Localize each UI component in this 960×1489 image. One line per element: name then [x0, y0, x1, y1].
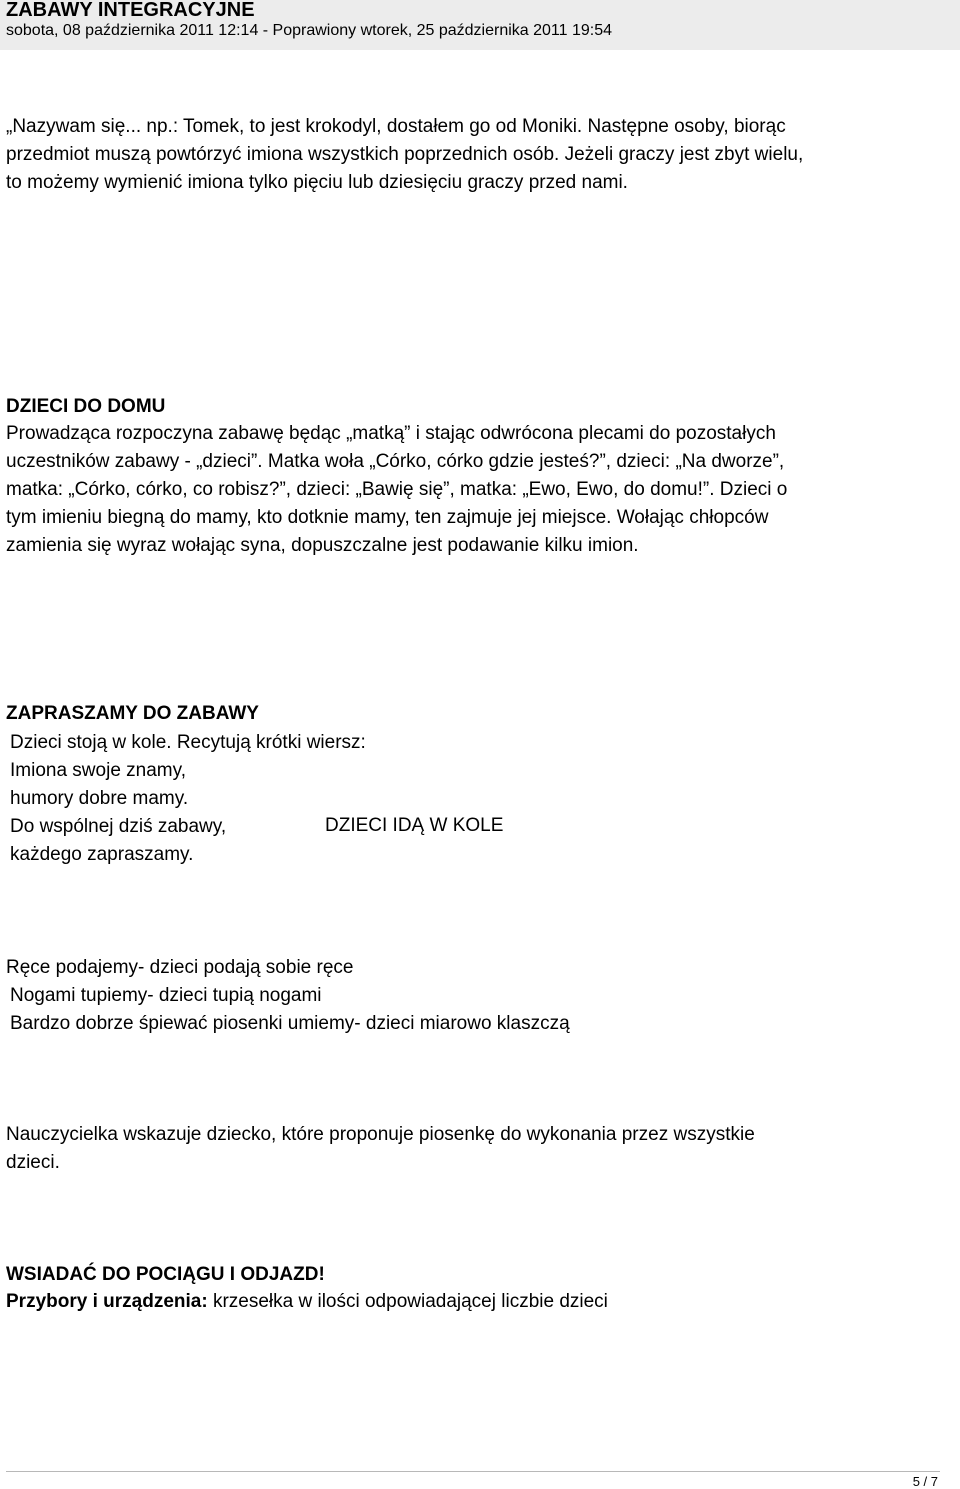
home-line: uczestników zabawy - „dzieci”. Matka woła „Córko, córko gdzie jesteś?”, dzieci: „Na dworze”,: [6, 451, 785, 472]
section-heading-home: DZIECI DO DOMU: [6, 396, 166, 417]
invite-side-note: DZIECI IDĄ W KOLE: [325, 815, 504, 836]
home-line: zamienia się wyraz wołając syna, dopuszczalne jest podawanie kilku imion.: [6, 535, 639, 556]
intro-line: to możemy wymienić imiona tylko pięciu lub dziesięciu graczy przed nami.: [6, 172, 628, 193]
intro-line: przedmiot muszą powtórzyć imiona wszystkich poprzednich osób. Jeżeli graczy jest zbyt wielu,: [6, 144, 804, 165]
section-heading-invite: ZAPRASZAMY DO ZABAWY: [6, 703, 259, 724]
intro-paragraph: [6, 113, 803, 197]
teacher-line: Nauczycielka wskazuje dziecko, które proponuje piosenkę do wykonania przez wszystkie: [6, 1124, 755, 1145]
document-header: [0, 0, 960, 50]
intro-line: „Nazywam się... np.: Tomek, to jest krokodyl, dostałem go od Moniki. Następne osoby, biorąc: [6, 116, 786, 137]
page-title: ZABAWY INTEGRACYJNE: [6, 0, 255, 21]
footer-divider: [6, 1471, 940, 1472]
hands-line: Bardzo dobrze śpiewać piosenki umiemy- dzieci miarowo klaszczą: [10, 1013, 570, 1034]
hands-paragraph: [6, 954, 570, 1038]
equipment-label: Przybory i urządzenia:: [6, 1291, 208, 1312]
home-line: Prowadząca rozpoczyna zabawę będąc „matką” i stając odwrócona plecami do pozostałych: [6, 423, 776, 444]
poem-line: humory dobre mamy.: [10, 788, 189, 809]
poem-line: każdego zapraszamy.: [10, 844, 194, 865]
invite-poem: [10, 729, 366, 869]
hands-line: Ręce podajemy- dzieci podają sobie ręce: [6, 957, 354, 978]
home-line: matka: „Córko, córko, co robisz?”, dzieci: „Bawię się”, matka: „Ewo, Ewo, do domu!”. Dzieci o: [6, 479, 788, 500]
teacher-paragraph: [6, 1121, 755, 1177]
teacher-line: dzieci.: [6, 1152, 60, 1173]
page-number: 5 / 7: [912, 1474, 938, 1489]
equipment-text: krzesełka w ilości odpowiadającej liczbie dzieci: [207, 1291, 608, 1312]
home-paragraph: [6, 420, 787, 560]
section-heading-train: WSIADAĆ DO POCIĄGU I ODJAZD!: [6, 1264, 325, 1285]
publish-dates: sobota, 08 października 2011 12:14 - Poprawiony wtorek, 25 października 2011 19:54: [6, 22, 613, 39]
poem-line: Do wspólnej dziś zabawy,: [10, 816, 227, 837]
hands-line: Nogami tupiemy- dzieci tupią nogami: [10, 985, 322, 1006]
poem-line: Dzieci stoją w kole. Recytują krótki wiersz:: [10, 732, 366, 753]
home-line: tym imieniu biegną do mamy, kto dotknie mamy, ten zajmuje jej miejsce. Wołając chłopców: [6, 507, 769, 528]
equipment-line: [6, 1291, 608, 1313]
poem-line: Imiona swoje znamy,: [10, 760, 186, 781]
